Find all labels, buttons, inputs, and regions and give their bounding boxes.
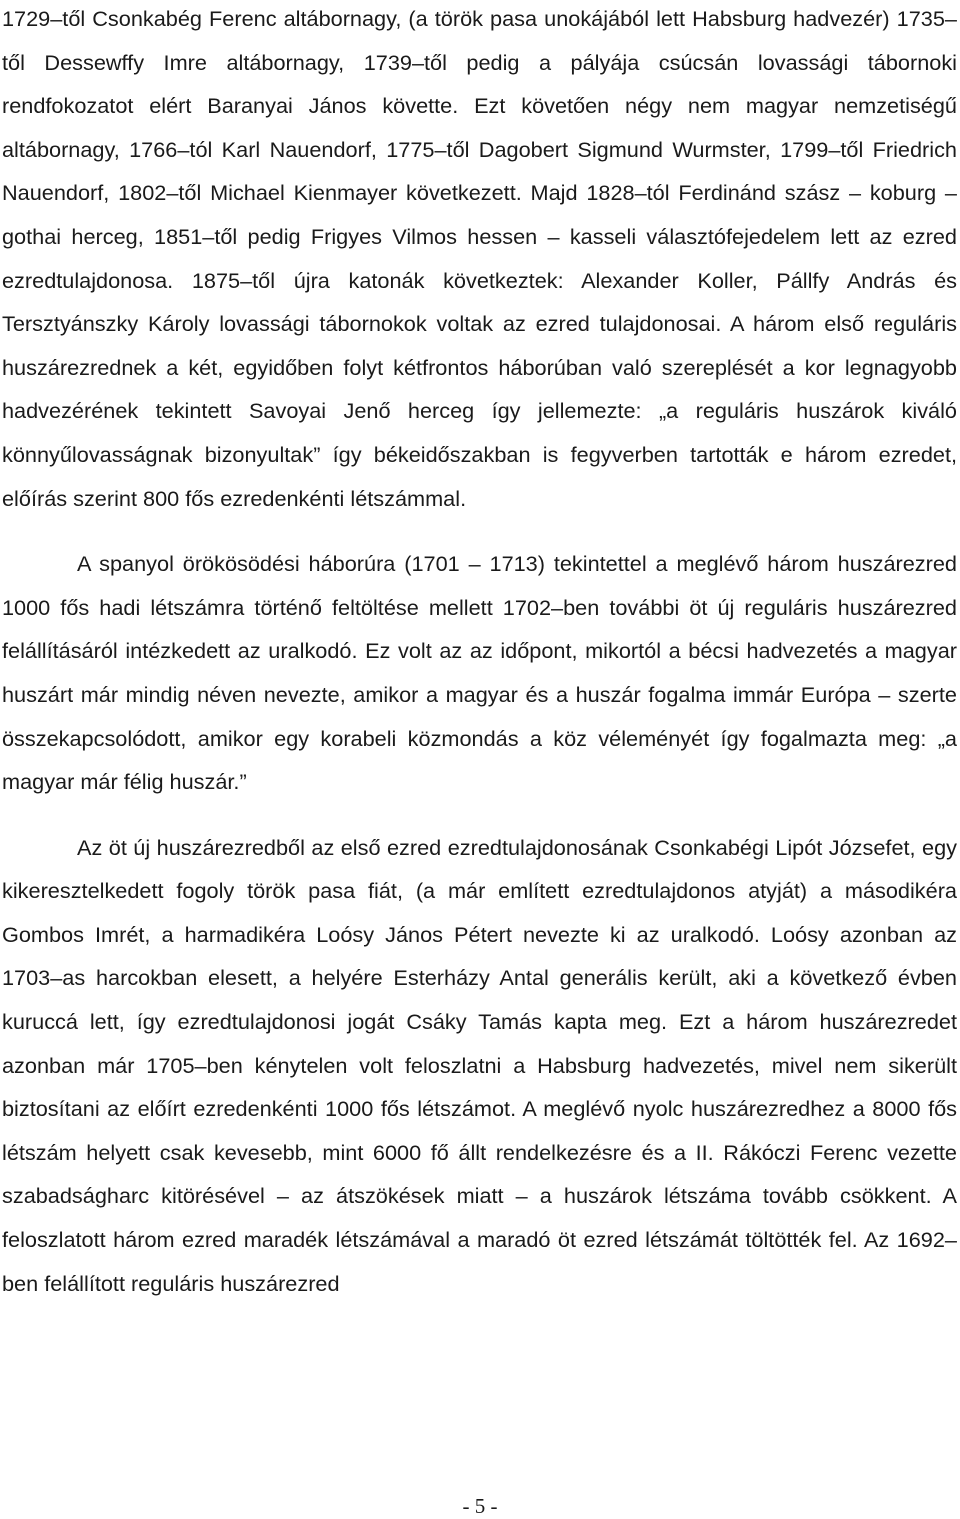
paragraph-2: A spanyol örökösödési háborúra (1701 – 1713) tekintettel a meglévő három huszárezred 1000 fős hadi létszámra történő feltöltése mellett 1702–ben további öt új reguláris huszárezred felállításáról intézkedett az uralkodó. Ez volt az az időpont, mikortól a bécsi hadvezetés a magyar huszárt már mindig néven nevezte, amikor a magyar és a huszár fogalma immár Európa – szerte összekapcsolódott, amikor egy korabeli közmondás a köz véleményét így fogalmazta meg: „a magyar már félig huszár.”: [2, 551, 957, 795]
paragraph-1: 1729–től Csonkabég Ferenc altábornagy, (a török pasa unokájából lett Habsburg hadvezér) 1735–től Dessewffy Imre altábornagy, 1739–től pedig a pályája csúcsán lovassági tábornoki rendfokozatot elért Baranyai János követte. Ezt követően négy nem magyar nemzetiségű altábornagy, 1766–tól Karl Nauendorf, 1775–től Dagobert Sigmund Wurmster, 1799–től Friedrich Nauendorf, 1802–től Michael Kienmayer következett. Majd 1828–tól Ferdinánd szász – koburg – gothai herceg, 1851–től pedig Frigyes Vilmos hessen – kasseli választófejedelem lett az ezred ezredtulajdonosa. 1875–től újra katonák következtek: Alexander Koller, Pállfy András és Tersztyánszky Károly lovassági tábornokok voltak az ezred tulajdonosai. A három első reguláris huszárezrednek a két, egyidőben folyt kétfrontos háborúban való szereplését a kor legnagyobb hadvezérének tekintett Savoyai Jenő herceg így jellemezte: „a reguláris huszárok kiváló könnyűlovasságnak bizonyultak” így békeidőszakban is fegyverben tartották e három ezredet, előírás szerint 800 fős ezredenkénti létszámmal.: [2, 6, 957, 511]
page-number: - 5 -: [462, 1494, 498, 1518]
paragraph-3: Az öt új huszárezredből az első ezred ezredtulajdonosának Csonkabégi Lipót Józsefet, egy kikeresztelkedett fogoly török pasa fiát, (a már említett ezredtulajdonos atyját) a másodikéra Gombos Imrét, a harmadikéra Loósy János Pétert nevezte ki az uralkodó. Loósy azonban az 1703–as harcokban elesett, a helyére Esterházy Antal generális került, aki a következő évben kuruccá lett, így ezredtulajdonosi jogát Csáky Tamás kapta meg. Ezt a három huszárezredet azonban már 1705–ben kénytelen volt feloszlatni a Habsburg hadvezetés, mivel nem sikerült biztosítani az előírt ezredenkénti 1000 fős létszámot. A meglévő nyolc huszárezredhez a 8000 fős létszám helyett csak kevesebb, mint 6000 fő állt rendelkezésre és a II. Rákóczi Ferenc vezette szabadságharc kitörésével – az átszökések miatt – a huszárok létszáma tovább csökkent. A feloszlatott három ezred maradék létszámával a maradó öt ezred létszámát töltötték fel. Az 1692–ben felállított reguláris huszárezred: [2, 834, 957, 1296]
document-page: [2, 0, 957, 1305]
